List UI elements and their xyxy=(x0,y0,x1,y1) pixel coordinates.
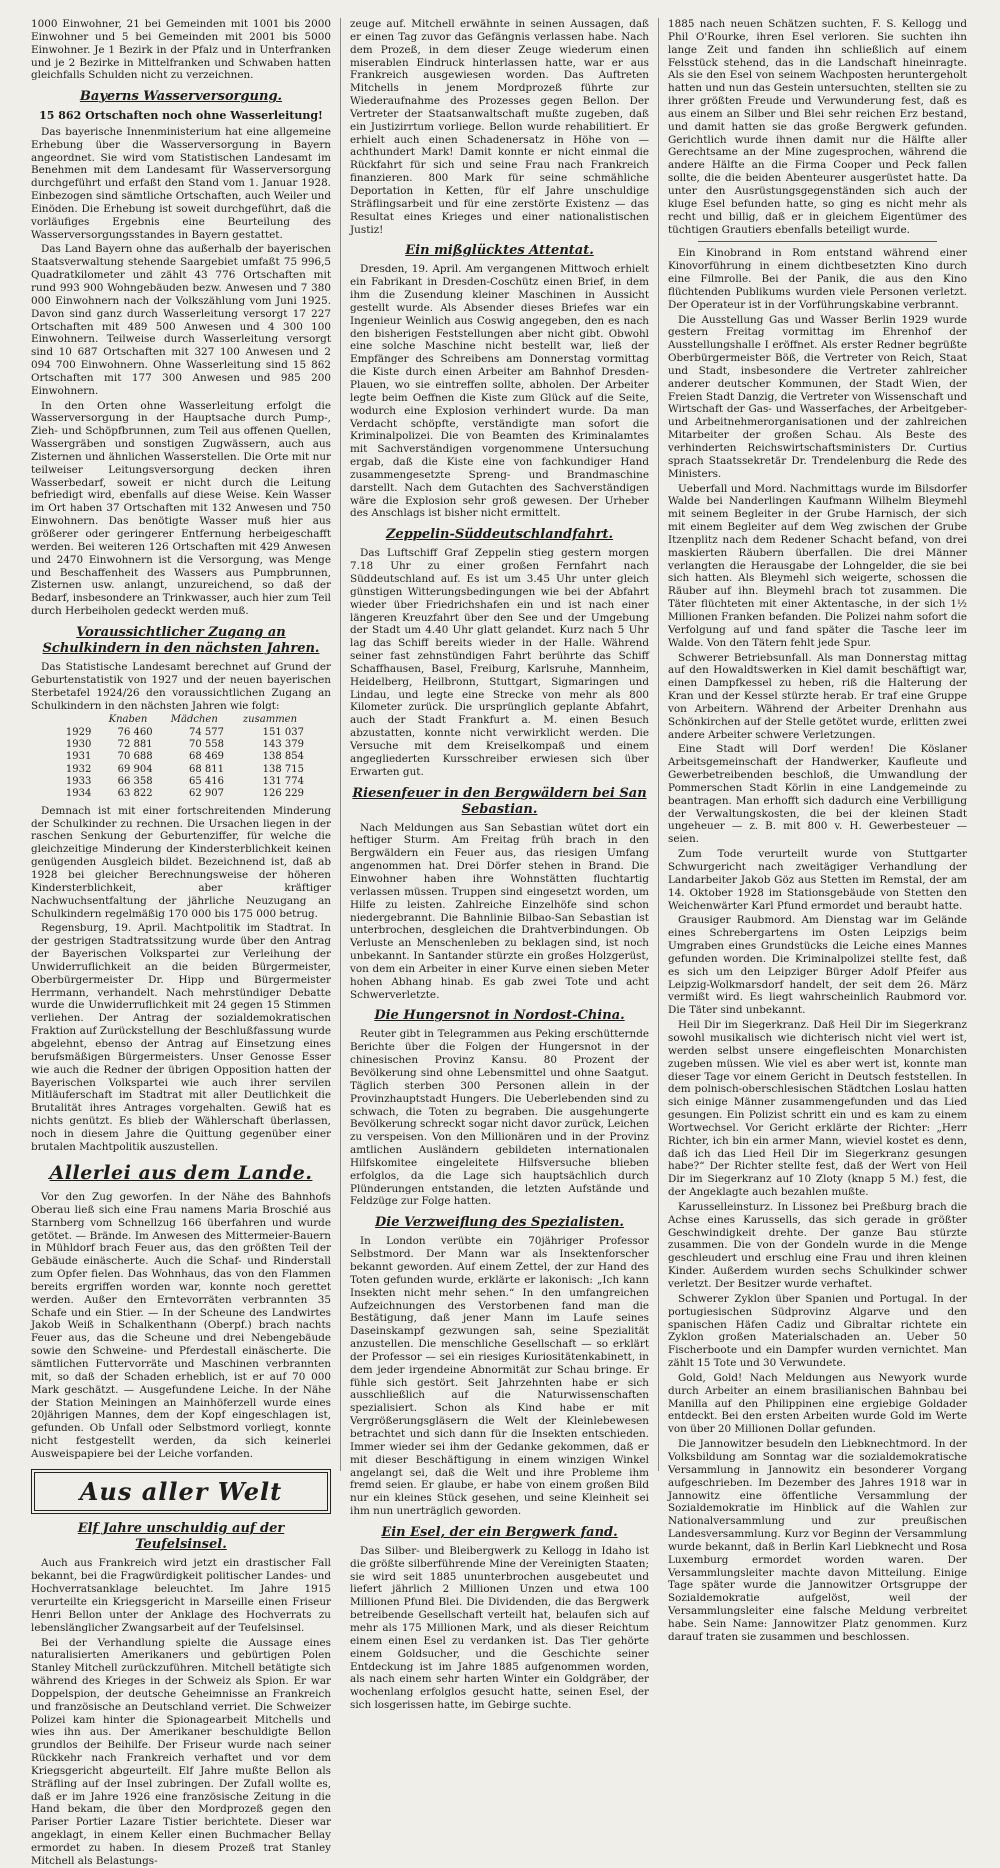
paragraph: Auch aus Frankreich wird jetzt ein drastischer Fall bekannt, bei die Fragwürdigkeit politischer Landes- und Hochverratsanklage beleuchtet. Im Jahre 1915 verurteilte ein Kriegsgericht in Marseille einen Friseur Henri Bellon unter der Anklage des Hochverrats zu lebenslänglicher Zwangsarbeit auf der Teufelsinsel. xyxy=(31,1557,331,1634)
article-continuation: zeuge auf. Mitchell erwähnte in seinen Aussagen, daß er einen Tag zuvor das Gefängnis verlassen habe. Nach dem Prozeß, in dem dieser Zeuge wiederum einen miserablen Eindruck hinterlassen hatte, war er aus Frankreich ausgewiesen worden. Das Auftreten Mitchells in jenem Mordprozeß führte zur Wiederaufnahme des Prozesses gegen Bellon. Der Vertreter der Staatsanwaltschaft mußte zugeben, daß ein Justizirrtum vorliege. Bellon wurde rehabilitiert. Er erhielt auch einen Schadenersatz in Höhe von — achthundert Mark! Damit konnte er nicht einmal die Rückfahrt für sich und seine Frau nach Frankreich finanzieren. 800 Mark für seine schmähliche Deportation in Ketten, für elf Jahre unschuldige Sträflingsarbeit und für eine zerstörte Existenz — das Resultat eines Krieges und einer nationalistischen Justiz! xyxy=(350,18,649,236)
table-cell: 65 416 xyxy=(188,776,224,788)
table-row xyxy=(52,751,310,763)
table-cell: 62 907 xyxy=(188,788,224,800)
table-cell: 1930 xyxy=(65,739,92,751)
headline-zeppelin: Zeppelin-Süddeutschlandfahrt. xyxy=(385,527,614,543)
table-cell: 126 229 xyxy=(262,788,304,800)
section-headline-allerlei: Allerlei aus dem Lande. xyxy=(49,1161,313,1184)
headline-hungersnot: Die Hungersnot in Nordost-China. xyxy=(374,1008,625,1024)
paragraph: In den Orten ohne Wasserleitung erfolgt die Wasserversorgung in der Hauptsache durch Pump-, Zieh- und Schöpfbrunnen, zum Teil aus offenen Quellen, Wassergräben und sonstigen Zugwässern, auch aus Zisternen und ähnlichen Wasserstellen. Die Orte mit nur teilweiser Leitungsversorgung decken ihren Wasserbedarf, soweit er nicht durch die Leitung befriedigt wird, ebenfalls auf diese Weise. Kein Wasser im Ort haben 37 Ortschaften mit 132 Anwesen und 750 Einwohnern. Das benötigte Wasser muß hier aus größerer oder geringerer Entfernung herbeigeschafft werden. Bei weiteren 126 Ortschaften mit 429 Anwesen und 2470 Einwohnern ist die Versorgung, was Menge und Beschaffenheit des Wassers aus Pumpbrunnen, Zisternen usw. anlangt, unzureichend, so daß der Bedarf, insbesondere an Trinkwasser, auch hier zum Teil durch Herbeiholen gedeckt werden muß. xyxy=(31,399,331,618)
paragraph: In London verübte ein 70jähriger Professor Selbstmord. Der Mann war als Insektenforscher bekannt geworden. Auf einem Zettel, der zur Hand des Toten gefunden wurde, erklärte er lakonisch: „Ich kann Insekten nicht mehr sehen.“ In den umfangreichen Aufzeichnungen des Verstorbenen fand man die Bestätigung, daß jener Mann im Laufe seines Daseinskampf gezwungen sah, seine Spezialität anzustellen. Die menschliche Gesellschaft — so erklärt der Professor — sei ein riesiges Kuriositätenkabinett, in dem jeder irgendeine Abnormität zur Schau bringe. Er fühle sich gestört. Seit Jahrzehnten habe er sich ausschließlich auf die Naturwissenschaften spezialisiert. Schon als Kind habe er mit Vergrößerungsgläsern die Welt der Kleinlebewesen betrachtet und sich dann für die Insekten entschieden. Immer wieder sei ihm der Gedanke gekommen, daß er mit dieser Beschäftigung in einem winzigen Winkel angelangt sei, daß die Welt und ihre Probleme ihm fremd seien. Er glaube, er habe von einem großen Bild nur ein kleines Stück gesehen, und seine Kleinheit sei ihm nun unerträglich geworden. xyxy=(350,1235,649,1518)
table-cell: 1934 xyxy=(65,788,92,800)
table-cell: 66 358 xyxy=(117,776,153,788)
paragraph: Dresden, 19. April. Am vergangenen Mittwoch erhielt ein Fabrikant in Dresden-Coschütz einen Brief, in dem ihm die Zusendung kleiner Maschinen in Aussicht gestellt wurde. Als Absender dieses Briefes war ein Ingenieur Weinlich aus Coswig angegeben, den es nach den bisherigen Feststellungen aber nicht gibt. Obwohl eine solche Maschine nicht bestellt war, ließ der Empfänger des Schreibens am Donnerstag vormittag die Kiste durch einen Arbeiter am Bahnhof Dresden-Plauen, wo sie eintreffen sollte, abholen. Der Arbeiter legte beim Oeffnen die Kiste zum Glück auf die Seite, wodurch eine Explosion verhindert wurde. Da man Verdacht schöpfte, verständigte man sofort die Kriminalpolizei. Die von Beamten des Kriminalamtes mit Sachverständigen vorgenommene Untersuchung ergab, daß die Kiste eine von fachkundiger Hand zusammengesetzte Spreng- und Brandmaschine darstellt. Nach dem Gutachten des Sachverständigen wäre die Explosion sehr groß gewesen. Der Urheber des Anschlags ist bisher nicht ermittelt. xyxy=(350,263,649,520)
column-2 xyxy=(340,18,658,1712)
table-row xyxy=(52,727,310,739)
table-cell: 151 037 xyxy=(262,726,304,738)
table-cell: 68 811 xyxy=(188,763,224,775)
table-cell: 74 577 xyxy=(188,726,224,738)
table-cell: 72 881 xyxy=(117,739,153,751)
table-cell: 1933 xyxy=(65,776,92,788)
paragraph: Regensburg, 19. April. Machtpolitik im Stadtrat. In der gestrigen Stadtratssitzung wurde über den Antrag der Bayerischen Volkspartei zur Verleihung der Unwiderruflichkeit an die beiden Bürgermeister, Oberbürgermeister Dr. Hipp und Bürgermeister Herrmann, verhandelt. Nach mehrstündiger Debatte wurde die Unwiderruflichkeit mit 24 gegen 15 Stimmen verliehen. Der Antrag der sozialdemokratischen Fraktion auf Zurückstellung der Beschlußfassung wurde abgelehnt, ebenso der Antrag auf Einsetzung eines berufsmäßigen Bürgermeisters. Unser Genosse Esser wie auch die Redner der übrigen Opposition hatten der Bayerischen Volkspartei wie auch ihrer servilen Mitläuferschaft im Stadtrat mit aller Deutlichkeit die Brutalität ihres Antrages vorgehalten. Gewiß hat es nichts genützt. Es blieb der Wählerschaft überlassen, noch in diesem Jahre die Quittung gegenüber einer brutalen Machtpolitik auszustellen. xyxy=(31,922,331,1153)
schulkinder-table xyxy=(52,714,310,800)
paragraph: Bei der Verhandlung spielte die Aussage eines naturalisierten Amerikaners und gebürtigen Polen Stanley Mitchell zurückzuführen. Mitchell betätigte sich während des Krieges in der Schweiz als Spion. Er war Doppelspion, der deutsche Geheimnisse an Frankreich und französische an Deutschland verriet. Die Schweizer Polizei kam hinter die Spionagearbeit Mitchells und wies ihn aus. Der Amerikaner beschuldigte Bellon grundlos der Beihilfe. Der Friseur wurde nach seiner Rückkehr nach Frankreich verhaftet und vor dem Kriegsgericht abgeurteilt. Elf Jahre mußte Bellon als Sträfling auf der Insel zubringen. Der Zufall wollte es, daß er im Jahre 1926 eine französische Zeitung in die Hand bekam, die über den Mordprozeß gegen den Pariser Portier Lazare Tistier berichtete. Dieser war angeklagt, in einem Keller einen Buchmacher Bellay ermordet zu haben. In diesem Prozeß trat Stanley Mitchell als Belastungs- xyxy=(31,1636,331,1867)
paragraph: Reuter gibt in Telegrammen aus Peking erschütternde Berichte über die Folgen der Hungersnot in der chinesischen Provinz Kansu. 80 Prozent der Bevölkerung sind ohne Lebensmittel und ohne Saatgut. Täglich sterben 300 Personen allein in der Provinzhauptstadt Hungers. Die Ueberlebenden sind zu schwach, die Toten zu begraben. Die ausgehungerte Bevölkerung schreckt sogar nicht davor zurück, Leichen zu verspeisen. Von den Millionären und in der Provinz amtlichen Ausländern gebildeten internationalen Hilfskomitee eingeleitete Hilfsversuche blieben erfolglos, da die Lage sich hauptsächlich durch Plünderungen entstanden, die letzten Aufstände und Feldzüge zur Folge hatten. xyxy=(350,1028,649,1208)
table-header: Mädchen xyxy=(170,714,218,726)
paragraph: Schwerer Zyklon über Spanien und Portugal. In der portugiesischen Südprovinz Algarve und den spanischen Häfen Cadiz und Gibraltar richtete ein Zyklon großen Materialschaden an. Ueber 50 Fischerboote und ein Dampfer wurden vernichtet. Man zählt 15 Tote und 30 Verwundete. xyxy=(668,1292,967,1370)
headline-teufelsinsel: Elf Jahre unschuldig auf der Teufelsinsel. xyxy=(77,1521,285,1553)
paragraph: Demnach ist mit einer fortschreitenden Minderung der Schulkinder zu rechnen. Die Ursachen liegen in der raschen Senkung der Geburtenziffer, für welche die gleichzeitige Minderung der Kindersterblichkeit keinen genügenden Ausgleich bildet. Bezeichnend ist, daß ab 1928 bei gleicher Berechnungsweise der höheren Kindersterblichkeit, aber kräftiger Nachwuchsentfaltung der jährliche Neuzugang an Schulkindern regelmäßig 170 000 bis 175 000 betrug. xyxy=(31,804,331,920)
headline-esel-bergwerk: Ein Esel, der ein Bergwerk fand. xyxy=(381,1524,618,1540)
paragraph: Ueberfall und Mord. Nachmittags wurde im Bilsdorfer Walde bei Nanderlingen Kaufmann Wilhelm Bleymehl mit seinem Begleiter in der Grube Harnisch, der sich mit einem Begleiter auf dem Weg zwischen der Grube Itzenplitz nach dem Redener Schacht befand, von drei maskierten Räubern überfallen. Die drei Männer verlangten die Herausgabe der Lohngelder, die sie bei sich hatten. Als Bleymehl sich weigerte, schossen die Räuber auf ihn. Bleymehl brach tot zusammen. Die Täter flüchteten mit einer Aktentasche, in der sich 1½ Millionen Franken befanden. Die Polizei nahm sofort die Verfolgung auf und fand später die Tasche leer im Walde. Von den Tätern fehlt jede Spur. xyxy=(668,482,967,649)
columns xyxy=(22,18,978,1867)
paragraph: Nach Meldungen aus San Sebastian wütet dort ein heftiger Sturm. Am Freitag früh brach in den Bergwäldern ein Feuer aus, das riesigen Umfang angenommen hat. Drei Dörfer stehen in Brand. Die Einwohner haben ihre Wohnstätten fluchtartig verlassen müssen. Truppen sind eingesetzt worden, um Hilfe zu leisten. Zahlreiche Einzelhöfe sind schon niedergebrannt. Die Bahnlinie Bilbao-San Sebastian ist unterbrochen, desgleichen die Drahtverbindungen. Ob Verluste an Menschenleben zu beklagen sind, ist noch unbekannt. In Santander stürzte ein großes Holzgerüst, von dem ein Arbeiter in einer Kurve einen sieben Meter hohen Abhang hinab. Es gab zwei Tote und acht Schwerverletzte. xyxy=(350,821,649,1001)
column-3 xyxy=(658,18,976,1643)
paragraph: Das Statistische Landesamt berechnet auf Grund der Geburtenstatistik von 1927 und der neuen bayerischen Sterbetafel 1924/26 den voraussichtlichen Zugang an Schulkindern in den nächsten Jahren wie folgt: xyxy=(31,661,331,712)
paragraph: Ein Kinobrand in Rom entstand während einer Kinovorführung in einem dichtbesetzten Kino durch eine Filmrolle. Bei der Panik, die aus den Kino flüchtenden Publikums wurden viele Personen verletzt. Der Operateur ist in der Vorführungskabine verbrannt. xyxy=(668,247,967,311)
paragraph: Karusselleinsturz. In Lissonez bei Preßburg brach die Achse eines Karussells, das sich gerade in größter Geschwindigkeit drehte. Der ganze Bau stürzte zusammen. Die von der Gondeln wurde in die Menge geschleudert und erschlug eine Frau und ihren kleinen Kinder. Außerdem wurden sechs Schulkinder schwer verletzt. Der Besitzer wurde verhaftet. xyxy=(668,1200,967,1290)
table-header xyxy=(52,714,97,726)
table-header-row xyxy=(52,714,310,726)
headline-spezialisten: Die Verzweiflung des Spezialisten. xyxy=(375,1215,624,1231)
paragraph: Die Jannowitzer besudeln den Liebknechtmord. In der Volksbildung am Sonntag war die sozialdemokratische Versammlung in Jannowitz ein besonderer Vorgang aufgeschrieben. Im Dezember des Jahres 1918 war in Jannowitz eine öffentliche Versammlung der Sozialdemokratie im Hinblick auf die Wahlen zur Nationalversammlung und zur preußischen Landesversammlung. Kurz vor Beginn der Versammlung wurde bekannt, daß in Berlin Karl Liebknecht und Rosa Luxemburg ermordet worden waren. Der Versammlungsleiter machte davon Mitteilung. Einige Tage später wurde die Jannowitzer Ortsgruppe der Sozialdemokratie aufgelöst, weil der Versammlungsleiter eine falsche Meldung verbreitet habe. Sein Name: Jannowitzer Platz genommen. Kurz darauf traten sie zusammen und beschlossen. xyxy=(668,1438,967,1643)
paragraph: Das Luftschiff Graf Zeppelin stieg gestern morgen 7.18 Uhr zu einer großen Fernfahrt nach Süddeutschland auf. Es ist um 3.45 Uhr unter gleich günstigen Witterungsbedingungen wie bei der Abfahrt wieder über Friedrichshafen ein und ist nach einer längeren Kreuzfahrt über den See und der Umgebung der Stadt um 4.40 Uhr glatt gelandet. Kurz nach 5 Uhr lag das Schiff bereits wieder in der Halle. Während seiner fast zehnstündigen Fahrt berührte das Schiff Schaffhausen, Basel, Freiburg, Karlsruhe, Mannheim, Heidelberg, Heilbronn, Stuttgart, Sigmaringen und Lindau, und legte eine Strecke von mehr als 800 Kilometer zurück. Die ursprünglich geplante Abfahrt, auch der Stadt Frankfurt a. M. einen Besuch abzustatten, konnte nicht verwirklicht werden. Die Versuche mit dem Kreiselkompaß und einem angegliederten Kursschreiber erwiesen sich über Erwarten gut. xyxy=(350,547,649,778)
subheadline-wasserversorgung: 15 862 Ortschaften noch ohne Wasserleitung! xyxy=(39,109,323,123)
table-row xyxy=(52,776,310,788)
paragraph: Das Land Bayern ohne das außerhalb der bayerischen Staatsverwaltung stehende Saargebiet umfaßt 75 996,5 Quadratkilometer und zählt 43 776 Ortschaften mit rund 993 900 Wohngebäuden bezw. Anwesen und 7 380 000 Einwohnern nach der Volkszählung vom Juni 1925. Davon sind ganz durch Wasserleitung versorgt 17 227 Ortschaften mit 489 500 Anwesen und 4 300 100 Einwohnern. Teilweise durch Wasserleitung versorgt sind 10 687 Ortschaften mit 327 100 Anwesen und 2 094 700 Einwohnern. Ohne Wasserleitung sind 15 862 Ortschaften mit 177 300 Anwesen und 985 200 Einwohnern. xyxy=(31,243,331,397)
paragraph: Das Silber- und Bleibergwerk zu Kellogg in Idaho ist die größte silberführende Mine der Vereinigten Staaten; sie wird seit 1885 ununterbrochen ausgebeutet und liefert jährlich 2 Millionen Unzen und etwa 100 Millionen Pfund Blei. Die Dividenden, die das Bergwerk betreibende Gesellschaft verteilt hat, belaufen sich auf mehr als 175 Millionen Mark, und als dieser Reichtum einem einen Esel zu verdanken ist. Das Tier gehörte einem Goldsucher, und die Geschichte seiner Entdeckung ist im Jahre 1885 aufgenommen worden, als nach einem sehr harten Winter ein Goldgräber, der wochenlang erfolglos gesucht hatte, seinen Esel, der sich losgerissen hatte, im Gebirge suchte. xyxy=(350,1544,649,1712)
table-cell: 143 379 xyxy=(262,739,304,751)
paragraph: Zum Tode verurteilt wurde von Stuttgarter Schwurgericht nach zweitägiger Verhandlung der Landarbeiter Jakob Göz aus Stetten im Remstal, der am 14. Oktober 1928 im Stationsgebäude von Stetten den Weichenwärter Karl Pfund ermordet und beraubt hatte. xyxy=(668,848,967,912)
table-cell: 70 688 xyxy=(117,751,153,763)
paragraph: Vor den Zug geworfen. In der Nähe des Bahnhofs Oberau ließ sich eine Frau namens Maria Broschié aus Starnberg vom Schnellzug 166 überfahren und wurde getötet. — Brände. Im Anwesen des Mittermeier-Bauern in Mühldorf brach Feuer aus, das den größten Teil der Gebäude einäscherte. Auch die Schaf- und Rinderstall zum Opfer fielen. Das Wohnhaus, das von den Flammen bereits ergriffen worden war, konnte noch gerettet werden. Außer den Erntevorräten verbrannten 35 Schafe und ein Stier. — In der Scheune des Landwirtes Jakob Weiß in Schalkenthann (Oberpf.) brach nachts Feuer aus, das die Scheune und drei Nebengebäude sowie den Schweine- und Pferdestall einäscherte. Die sämtlichen Futtervorräte und Maschinen verbrannten mit, so daß der Schaden erheblich, ist er auf 70 000 Mark geschätzt. — Ausgefundene Leiche. In der Nähe der Station Meiningen an Mainhöferzell wurde eines 20jährigen Mannes, dem der Kopf eingeschlagen ist, gefunden. Ob Unfall oder Selbstmord vorliegt, konnte nicht festgestellt werden, da sich keinerlei Ausweispapiere bei der Leiche vorfanden. xyxy=(31,1191,331,1460)
table-header: Knaben xyxy=(108,714,148,726)
paragraph: Eine Stadt will Dorf werden! Die Köslaner Arbeitsgemeinschaft der Handwerker, Kaufleute und Gewerbetreibenden beschloß, die Umwandlung der Pommerschen Stadt Körlin in eine Landgemeinde zu beantragen. Man erhofft sich dadurch eine Verbilligung der Verwaltungskosten, die bei der kleinen Stadt ungeheuer — z. B. mit 800 v. H. Gewerbesteuer — seien. xyxy=(668,743,967,846)
table-row xyxy=(52,788,310,800)
table-cell: 131 774 xyxy=(262,776,304,788)
paragraph: Die Ausstellung Gas und Wasser Berlin 1929 wurde gestern Freitag vormittag im Ehrenhof der Ausstellungshalle I eröffnet. Als erster Redner begrüßte Oberbürgermeister Böß, die Vertreter von Reich, Staat und Stadt, insbesondere die Vertreter zahlreicher anderer deutscher Kommunen, der Stadt Wien, der Freien Stadt Danzig, die Vertreter von Wissenschaft und Wirtschaft der Gas- und Wasserfaches, der Arbeitgeber- und Arbeitnehmerorganisationen und der zahlreichen Mitarbeiter der großen Schau. Als Beste des verhinderten Reichswirtschaftsministers Dr. Curtius sprach Staatssekretär Dr. Trendelenburg die Rede des Ministers. xyxy=(668,313,967,480)
column-1 xyxy=(22,18,340,1867)
table-header: zusammen xyxy=(242,714,298,726)
headline-schulkinder: Voraussichtlicher Zugang an Schulkindern in den nächsten Jahren. xyxy=(42,624,320,656)
table-row xyxy=(52,764,310,776)
section-banner-aus-aller-welt: Aus aller Welt xyxy=(31,1469,331,1515)
divider xyxy=(698,241,937,242)
table-cell: 1929 xyxy=(65,726,92,738)
table-cell: 76 460 xyxy=(117,726,153,738)
table-cell: 138 715 xyxy=(262,763,304,775)
table-cell: 63 822 xyxy=(117,788,153,800)
paragraph: Schwerer Betriebsunfall. Als man Donnerstag mittag auf den Howaldtswerken in Kiel damit beschäftigt war, einen Dampfkessel zu heben, riß die Halterung der Kran und der Kessel stürzte herab. Er traf eine Gruppe von Arbeitern. Während der Arbeiter Drenhahn aus Schönkirchen auf der Stelle getötet wurde, erlitten zwei andere Arbeiter schwere Verletzungen. xyxy=(668,651,967,741)
table-cell: 1931 xyxy=(65,751,92,763)
table-cell: 1932 xyxy=(65,763,92,775)
article-continuation: 1000 Einwohner, 21 bei Gemeinden mit 1001 bis 2000 Einwohner und 5 bei Gemeinden mit 2001 bis 5000 Einwohner. Je 1 Bezirk in der Pfalz und in Unterfranken und je 2 Bezirke in Mittelfranken und Schwaben hatten gleichfalls Schulden nicht zu verzeichnen. xyxy=(31,18,331,82)
table-cell: 69 904 xyxy=(117,763,153,775)
headline-attentat: Ein mißglücktes Attentat. xyxy=(405,243,594,259)
headline-wasserversorgung: Bayerns Wasserversorgung. xyxy=(79,89,283,105)
paragraph: Grausiger Raubmord. Am Dienstag war im Gelände eines Schrebergartens im Osten Leipzigs beim Umgraben eines Grundstücks die Leiche eines Mannes gefunden worden. Die Kriminalpolizei stellte fest, daß es sich um den Leipziger Bürger Adolf Pfeifer aus Leipzig-Wolkmarsdorf handelt, der seit dem 26. März vermißt wird. Es liegt wahrscheinlich Raubmord vor. Die Täter sind unbekannt. xyxy=(668,914,967,1017)
article-continuation: 1885 nach neuen Schätzen suchten, F. S. Kellogg und Phil O'Rourke, ihren Esel verloren. Sie suchten ihn lange Zeit und fanden ihn schließlich auf einem Felsstück stehend, das in die Landschaft hineinragte. Als sie den Esel von seinem Wachposten heruntergeholt hatten und nun das Gestein untersuchten, stellten sie zu ihrer größten Freude und Verwunderung fest, daß es aus einem an Silber und Blei sehr reichen Erz bestand, und damit hatten sie das große Bergwerk gefunden. Gerichtlich wurde ihnen damit nur die Hälfte aller Gerechtsame an der Mine zugesprochen, während die andere Hälfte an die Firma Cooper und Peck fallen sollte, die die beiden Abenteurer ausgerüstet hatte. Da unter den Ausrüstungsgegenständen sich auch der kluge Esel befunden hatte, so ging es nicht mehr als recht und billig, daß er in gleichem Eigentümer des tüchtigen Grautiers ebenfalls beteiligt wurde. xyxy=(668,18,967,236)
table-cell: 70 558 xyxy=(188,739,224,751)
headline-riesenfeuer: Riesenfeuer in den Bergwäldern bei San Sebastian. xyxy=(352,785,647,817)
table-cell: 138 854 xyxy=(262,751,304,763)
table-row xyxy=(52,739,310,751)
table-cell: 68 469 xyxy=(188,751,224,763)
paragraph: Das bayerische Innenministerium hat eine allgemeine Erhebung über die Wasserversorgung in Bayern angeordnet. Sie wird vom Statistischen Landesamt im Benehmen mit dem Landesamt für Wasserversorgung durchgeführt und erfaßt den Stand vom 1. Januar 1928. Einbezogen sind sämtliche Ortschaften, auch Weiler und Einöden. Die Erhebung ist soweit durchgeführt, daß die vorläufiges Ergebnis eine Beurteilung des Wasserversorgungsstandes in Bayern gestattet. xyxy=(31,125,331,241)
paragraph: Heil Dir im Siegerkranz. Daß Heil Dir im Siegerkranz sowohl musikalisch wie dichterisch nicht viel wert ist, werden selbst unsere eingefleischten Monarchisten zugeben müssen. Wie viel es aber wert ist, konnte man dieser Tage vor einem Gericht in Deutsch feststellen. In dem polnisch-oberschlesischen Städtchen Loslau hatten sich einige Männer zusammengefunden und das Lied gesungen. Ein Polizist schritt ein und es kam zu einem Wortwechsel. Vor Gericht erklärte der Richter: „Herr Richter, ich bin ein armer Mann, wieviel kostet es denn, daß ich das Lied Heil Dir im Siegerkranz gesungen habe?“ Der Richter stellte fest, daß der Wert von Heil Dir im Siegerkranz auf 10 Zloty (knapp 5 M.) fest, die der Angeklagte auch bezahlen mußte. xyxy=(668,1019,967,1199)
paragraph: Gold, Gold! Nach Meldungen aus Newyork wurde durch Arbeiter an einem brasilianischen Bahnbau bei Manilla auf den Philippinen eine ergiebige Goldader entdeckt. Bei den ersten Arbeiten wurde Gold im Werte von über 20 Millionen Dollar gefunden. xyxy=(668,1371,967,1436)
